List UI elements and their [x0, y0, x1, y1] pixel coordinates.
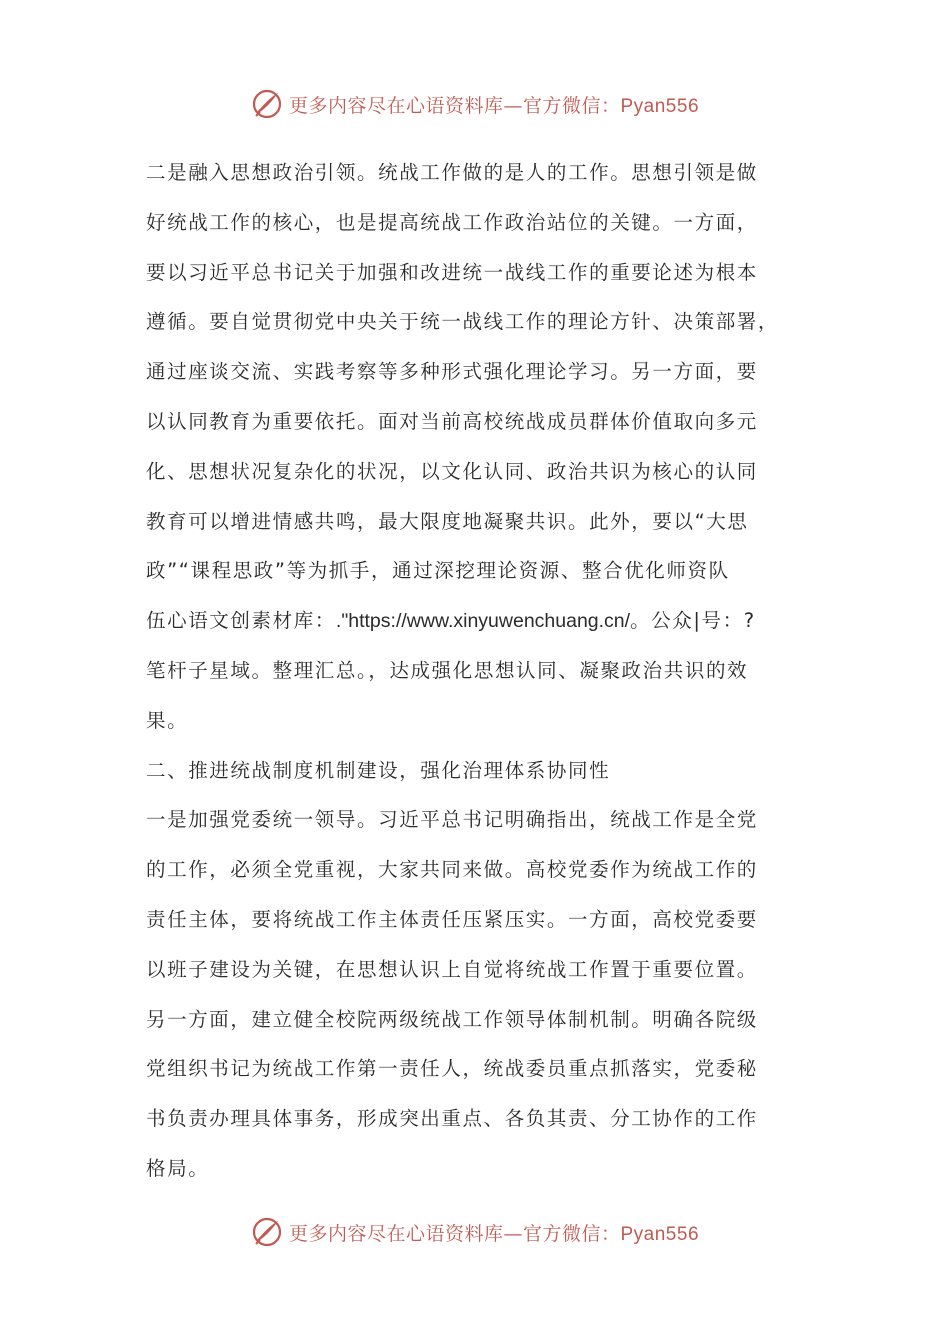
paragraph-line: 书负责办理具体事务，形成突出重点、各负其责、分工协作的工作: [146, 1107, 758, 1131]
paragraph-line-with-url: 伍心语文创素材库：."https://www.xinyuwenchuang.cn/。公众|号：?: [146, 609, 756, 633]
paragraph-line: 格局。: [146, 1156, 210, 1180]
paragraph-line: 政”“课程思政”等为抓手，通过深挖理论资源、整合优化师资队: [146, 559, 730, 583]
paragraph-line: 以班子建设为关键，在思想认识上自觉将统战工作置于重要位置。: [146, 957, 758, 981]
paragraph-line: 另一方面，建立健全校院两级统战工作领导体制机制。明确各院级: [146, 1007, 758, 1031]
paragraph-line: 遵循。要自觉贯彻党中央关于统一战线工作的理论方针、决策部署，: [146, 310, 780, 334]
paragraph-line: 二是融入思想政治引领。统战工作做的是人的工作。思想引领是做: [146, 161, 758, 184]
paragraph-line: 一是加强党委统一领导。习近平总书记明确指出，统战工作是全党: [146, 808, 758, 832]
section-heading: 二、推进统战制度机制建设，强化治理体系协同性: [146, 758, 611, 782]
paragraph-line: 教育可以增进情感共鸣，最大限度地凝聚共识。此外，要以“大思: [146, 509, 749, 533]
url-text: ."https://www.xinyuwenchuang.cn/: [335, 610, 631, 633]
banner-text: 更多内容尽在心语资料库—官方微信：Pyan556: [288, 1222, 700, 1245]
quill-logo-icon: [251, 88, 283, 120]
paragraph-line: 笔杆子星域。整理汇总。，达成强化思想认同、凝聚政治共识的效: [146, 658, 749, 682]
banner-text: 更多内容尽在心语资料库—官方微信：Pyan556: [288, 94, 700, 117]
paragraph-line: 好统战工作的核心，也是提高统战工作政治站位的关键。一方面，: [146, 210, 758, 234]
paragraph-line: 通过座谈交流、实践考察等多种形式强化理论学习。另一方面，要: [146, 360, 758, 384]
paragraph-line: 化、思想状况复杂化的状况，以文化认同、政治共识为核心的认同: [146, 459, 758, 483]
quill-logo-icon: [251, 1216, 283, 1248]
document-body: [146, 148, 808, 1194]
footer-watermark-banner: [0, 1212, 950, 1252]
paragraph-line: 责任主体，要将统战工作主体责任压紧压实。一方面，高校党委要: [146, 907, 758, 931]
paragraph-line: 果。: [146, 708, 189, 732]
paragraph-line: 的工作，必须全党重视，大家共同来做。高校党委作为统战工作的: [146, 858, 758, 882]
paragraph-line: 党组织书记为统战工作第一责任人，统战委员重点抓落实，党委秘: [146, 1057, 758, 1081]
header-watermark-banner: [0, 84, 950, 124]
paragraph-line: 要以习近平总书记关于加强和改进统一战线工作的重要论述为根本: [146, 260, 758, 284]
paragraph-line: 以认同教育为重要依托。面对当前高校统战成员群体价值取向多元: [146, 409, 758, 433]
